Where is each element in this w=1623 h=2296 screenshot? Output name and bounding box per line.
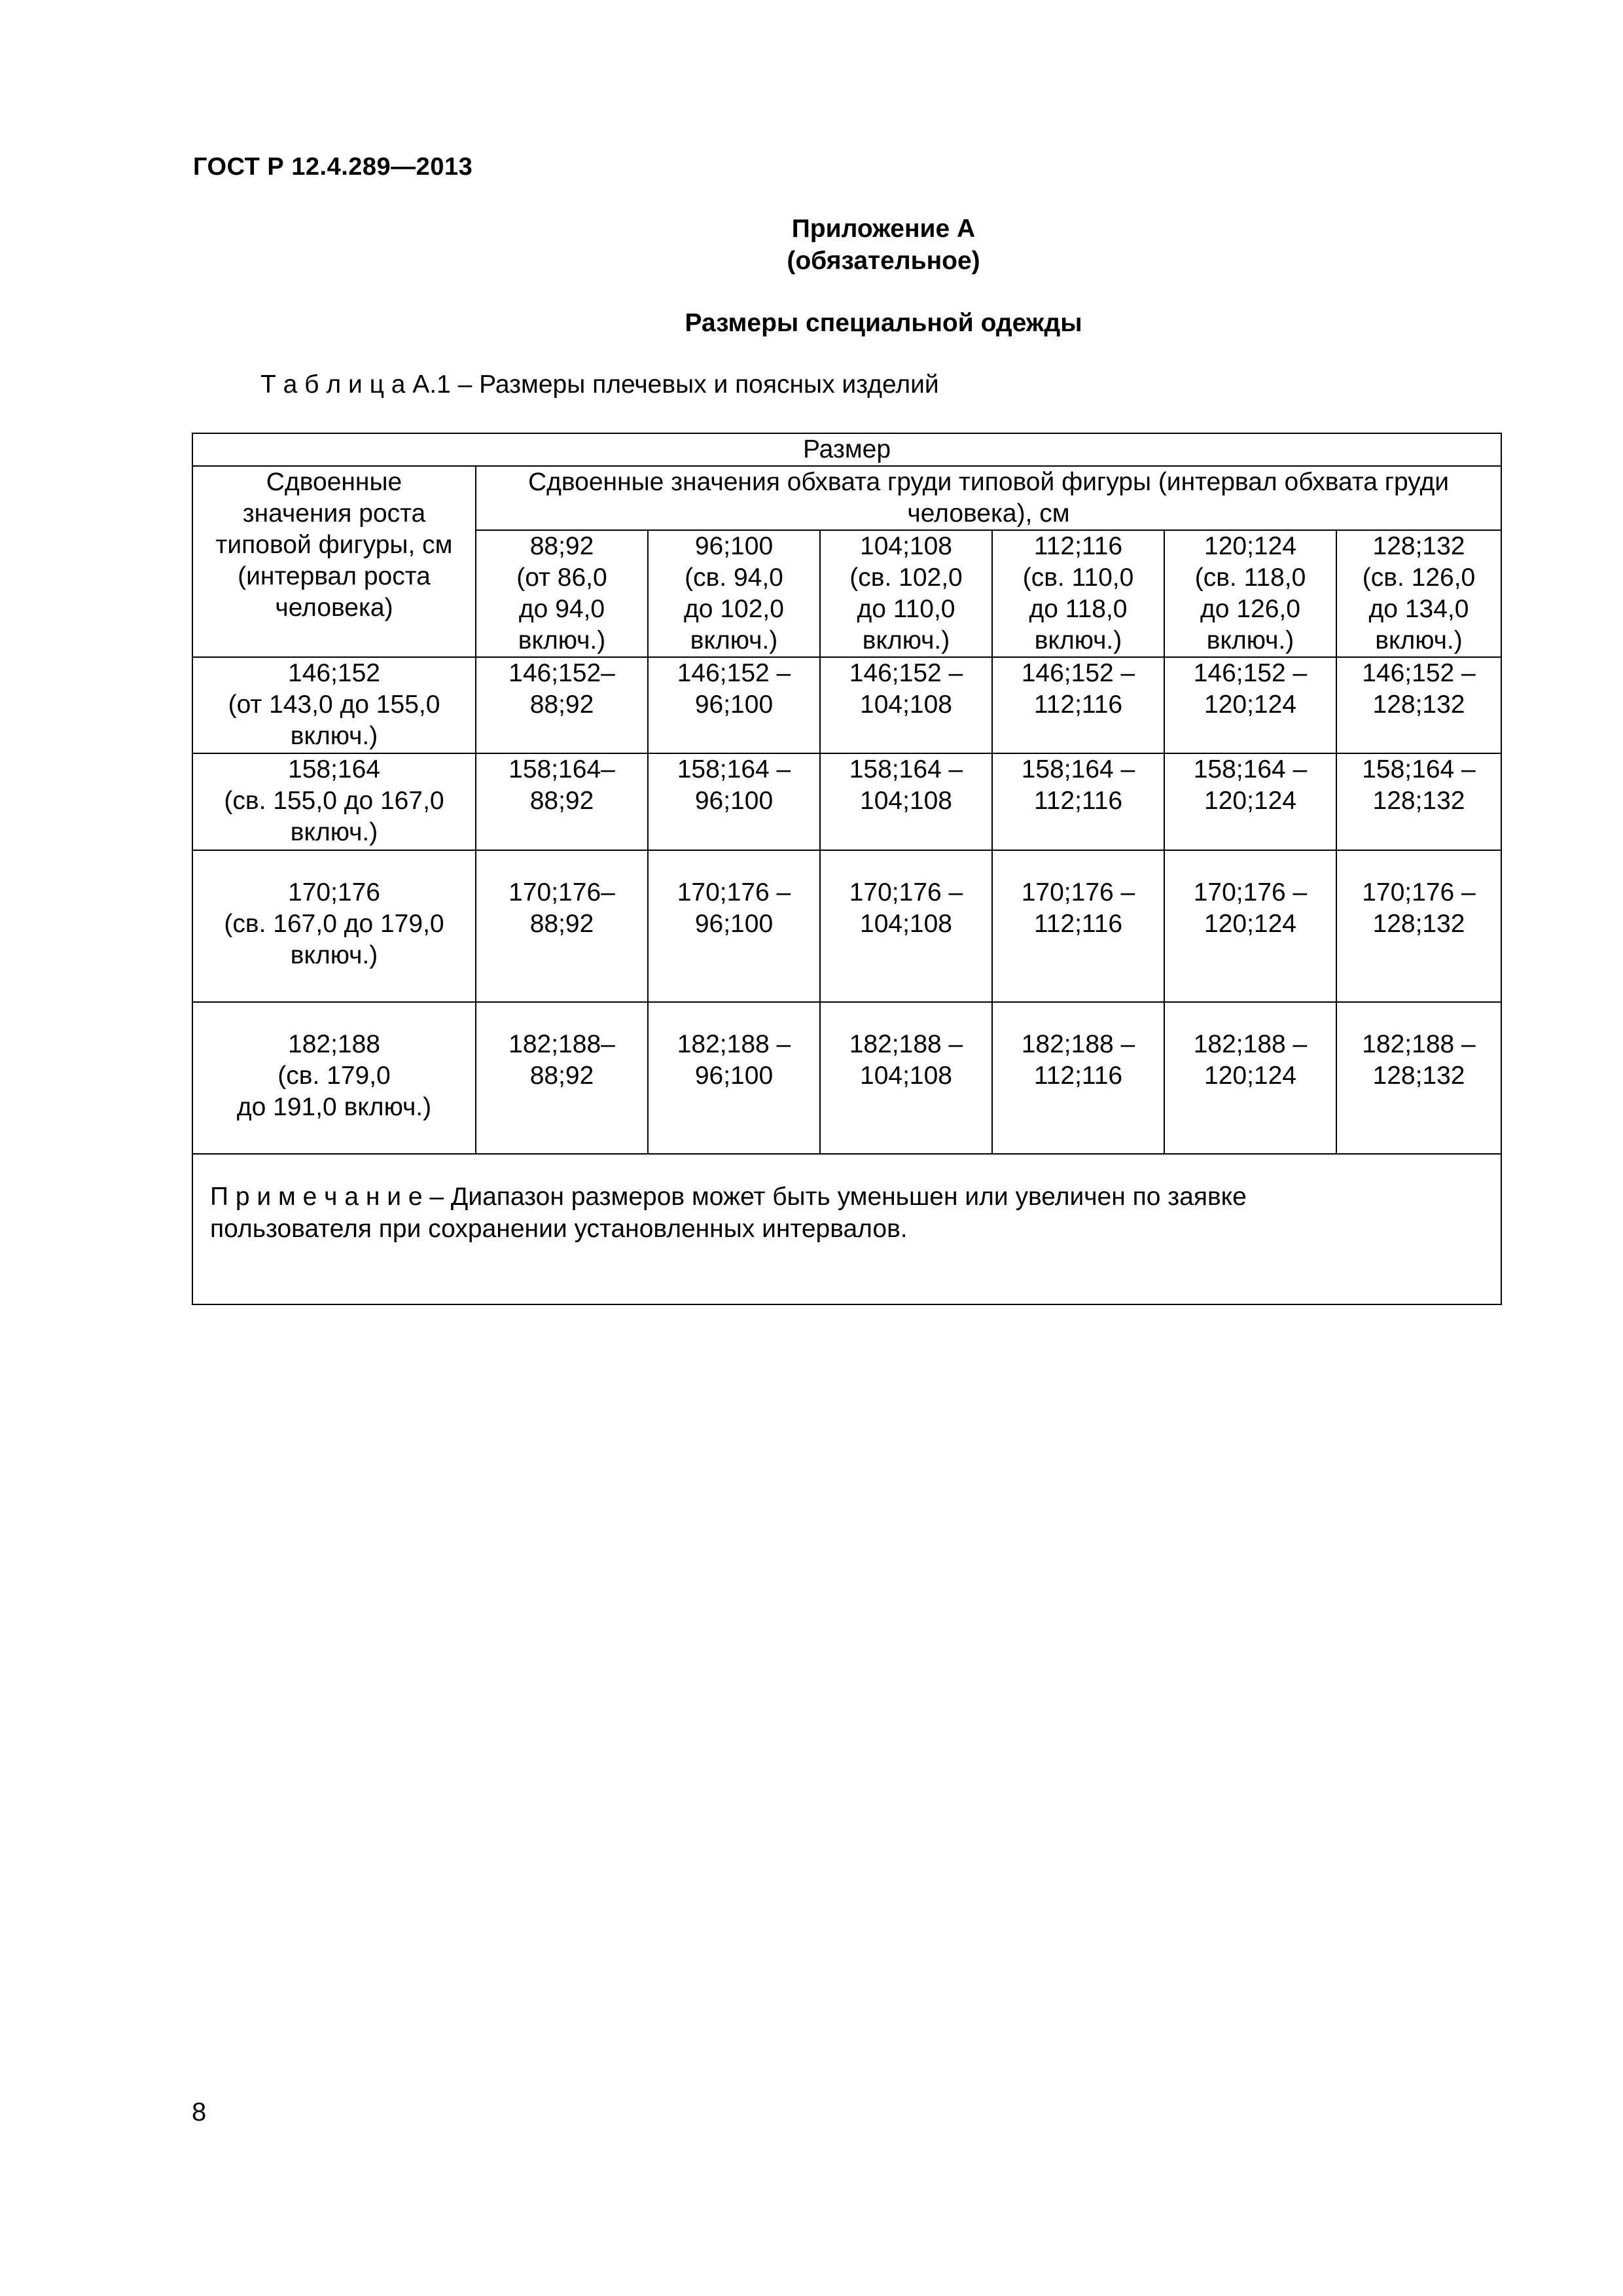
height-line: (св. 167,0 до 179,0: [224, 910, 444, 938]
chest-column-header: [1336, 530, 1501, 657]
size-line: 88;92: [529, 691, 594, 719]
chest-column-line: до 126,0: [1200, 595, 1300, 623]
chest-column-header: [1164, 530, 1336, 657]
size-line: 158;164 –: [677, 755, 791, 783]
size-line: 128;132: [1372, 787, 1465, 815]
size-cell: [1164, 657, 1336, 753]
size-cell: [820, 753, 992, 850]
height-line: до 191,0 включ.): [236, 1093, 432, 1121]
size-cell: [1164, 850, 1336, 1002]
chest-column-header: [648, 530, 820, 657]
height-line: 158;164: [288, 755, 380, 783]
sizes-table: [192, 433, 1502, 1305]
height-line: (от 143,0 до 155,0: [228, 691, 440, 719]
section-title: Размеры специальной одежды: [685, 309, 1082, 337]
size-line: 112;116: [1033, 691, 1123, 719]
size-line: 128;132: [1372, 1062, 1465, 1090]
appendix-title: Приложение А: [791, 215, 976, 243]
size-cell: [992, 657, 1164, 753]
chest-header-cell: [476, 466, 1501, 530]
size-line: 146;152 –: [1362, 659, 1476, 687]
table-caption-text: А.1 – Размеры плечевых и поясных изделий: [405, 370, 939, 399]
chest-column-line: включ.): [1206, 626, 1294, 655]
size-cell: [476, 1002, 648, 1154]
table-row: [192, 657, 1501, 753]
document-code: ГОСТ Р 12.4.289—2013: [193, 153, 473, 181]
size-line: 96;100: [694, 691, 774, 719]
table-caption-label: Т а б л и ц а: [260, 370, 406, 399]
size-line: 146;152 –: [1021, 659, 1135, 687]
size-line: 146;152–: [508, 659, 615, 687]
chest-column-line: 120;124: [1204, 532, 1296, 560]
size-line: 88;92: [529, 910, 594, 938]
chest-column-line: (св. 126,0: [1362, 564, 1476, 592]
size-cell: [476, 657, 648, 753]
table-note-row: [192, 1154, 1501, 1304]
note-text: – Диапазон размеров может быть уменьшен или увеличен по заявке: [422, 1183, 1247, 1211]
chest-header-line: человека), см: [907, 499, 1070, 528]
height-cell: [192, 850, 476, 1002]
note-label: П р и м е ч а н и е: [210, 1183, 423, 1211]
table-header-row: [192, 433, 1501, 466]
size-line: 170;176 –: [1362, 878, 1476, 906]
chest-column-line: включ.): [518, 626, 606, 655]
size-line: 88;92: [529, 1062, 594, 1090]
chest-column-line: (св. 118,0: [1194, 564, 1306, 592]
size-line: 158;164 –: [849, 755, 963, 783]
table-note: [192, 1154, 1501, 1304]
chest-column-header: [820, 530, 992, 657]
size-line: 112;116: [1033, 1062, 1123, 1090]
size-cell: [648, 753, 820, 850]
size-line: 120;124: [1204, 910, 1296, 938]
size-line: 170;176 –: [677, 878, 791, 906]
size-line: 96;100: [694, 787, 774, 815]
size-line: 182;188 –: [1362, 1030, 1476, 1058]
size-line: 182;188–: [508, 1030, 615, 1058]
height-header-line: значения роста: [242, 499, 426, 528]
chest-column-line: включ.): [1375, 626, 1463, 655]
chest-column-line: 112;116: [1033, 532, 1123, 560]
size-cell: [1164, 1002, 1336, 1154]
size-cell: [648, 657, 820, 753]
size-cell: [1336, 753, 1501, 850]
table-row: [192, 1002, 1501, 1154]
size-line: 182;188 –: [1193, 1030, 1308, 1058]
height-line: (св. 155,0 до 167,0: [224, 787, 444, 815]
size-line: 104;108: [860, 787, 952, 815]
height-header-line: человека): [275, 594, 393, 622]
size-cell: [648, 1002, 820, 1154]
size-line: 182;188 –: [1021, 1030, 1135, 1058]
size-cell: [820, 1002, 992, 1154]
size-cell: [820, 657, 992, 753]
chest-column-line: (св. 102,0: [849, 564, 963, 592]
chest-column-line: (св. 110,0: [1022, 564, 1134, 592]
note-line: [210, 1181, 1488, 1213]
chest-column-line: 104;108: [860, 532, 952, 560]
size-line: 146;152 –: [677, 659, 791, 687]
size-line: 88;92: [529, 787, 594, 815]
note-line: пользователя при сохранении установленных интервалов.: [210, 1215, 908, 1243]
size-line: 112;116: [1033, 787, 1123, 815]
size-line: 182;188 –: [677, 1030, 791, 1058]
appendix-heading: [654, 213, 1113, 277]
size-line: 170;176 –: [1193, 878, 1308, 906]
chest-column-line: 128;132: [1372, 532, 1465, 560]
size-line: 158;164 –: [1362, 755, 1476, 783]
size-line: 158;164 –: [1193, 755, 1308, 783]
size-cell: [1336, 657, 1501, 753]
size-line: 182;188 –: [849, 1030, 963, 1058]
size-line: 120;124: [1204, 787, 1296, 815]
size-header-cell: Размер: [192, 433, 1501, 466]
appendix-status: (обязательное): [787, 247, 980, 275]
size-cell: [476, 753, 648, 850]
chest-column-header: [992, 530, 1164, 657]
size-cell: [820, 850, 992, 1002]
chest-column-line: до 102,0: [684, 595, 784, 623]
size-line: 158;164 –: [1021, 755, 1135, 783]
height-line: включ.): [290, 818, 378, 846]
chest-column-line: включ.): [862, 626, 950, 655]
height-header-line: (интервал роста: [238, 562, 431, 590]
height-header-line: Сдвоенные: [266, 468, 402, 496]
chest-column-line: (от 86,0: [516, 564, 607, 592]
chest-column-line: 88;92: [529, 532, 594, 560]
size-line: 96;100: [694, 1062, 774, 1090]
size-line: 128;132: [1372, 691, 1465, 719]
chest-column-line: включ.): [690, 626, 778, 655]
chest-column-line: до 134,0: [1368, 595, 1469, 623]
size-cell: [476, 850, 648, 1002]
size-line: 128;132: [1372, 910, 1465, 938]
size-line: 146;152 –: [849, 659, 963, 687]
height-cell: [192, 753, 476, 850]
size-line: 146;152 –: [1193, 659, 1308, 687]
chest-header-line: Сдвоенные значения обхвата груди типовой фигуры (интервал обхвата груди: [527, 468, 1450, 496]
size-line: 120;124: [1204, 1062, 1296, 1090]
chest-column-line: (св. 94,0: [685, 564, 783, 592]
table-row: [192, 850, 1501, 1002]
size-line: 170;176 –: [849, 878, 963, 906]
height-line: 146;152: [288, 659, 380, 687]
size-cell: [992, 753, 1164, 850]
page-number: 8: [192, 2098, 207, 2126]
chest-column-line: 96;100: [694, 532, 774, 560]
size-line: 120;124: [1204, 691, 1296, 719]
size-cell: [992, 1002, 1164, 1154]
size-line: 104;108: [860, 910, 952, 938]
size-cell: [1336, 1002, 1501, 1154]
size-line: 104;108: [860, 1062, 952, 1090]
size-line: 112;116: [1033, 910, 1123, 938]
size-cell: [1164, 753, 1336, 850]
height-line: включ.): [290, 941, 378, 969]
size-line: 158;164–: [508, 755, 615, 783]
size-cell: [992, 850, 1164, 1002]
chest-column-header: [476, 530, 648, 657]
size-line: 170;176 –: [1021, 878, 1135, 906]
size-cell: [648, 850, 820, 1002]
table-row: [192, 753, 1501, 850]
height-cell: [192, 657, 476, 753]
size-line: 104;108: [860, 691, 952, 719]
chest-column-line: до 118,0: [1029, 595, 1128, 623]
height-line: (св. 179,0: [277, 1062, 391, 1090]
size-line: 170;176–: [508, 878, 615, 906]
height-line: 182;188: [288, 1030, 380, 1058]
height-cell: [192, 1002, 476, 1154]
table-header-row: [192, 466, 1501, 530]
chest-column-line: до 110,0: [857, 595, 955, 623]
height-line: включ.): [290, 722, 378, 750]
height-line: 170;176: [288, 878, 380, 906]
height-header-line: типовой фигуры, см: [215, 531, 453, 559]
chest-column-line: до 94,0: [518, 595, 605, 623]
table-caption: [260, 370, 939, 399]
chest-column-line: включ.): [1034, 626, 1122, 655]
size-line: 96;100: [694, 910, 774, 938]
size-cell: [1336, 850, 1501, 1002]
height-header-cell: [192, 466, 476, 657]
